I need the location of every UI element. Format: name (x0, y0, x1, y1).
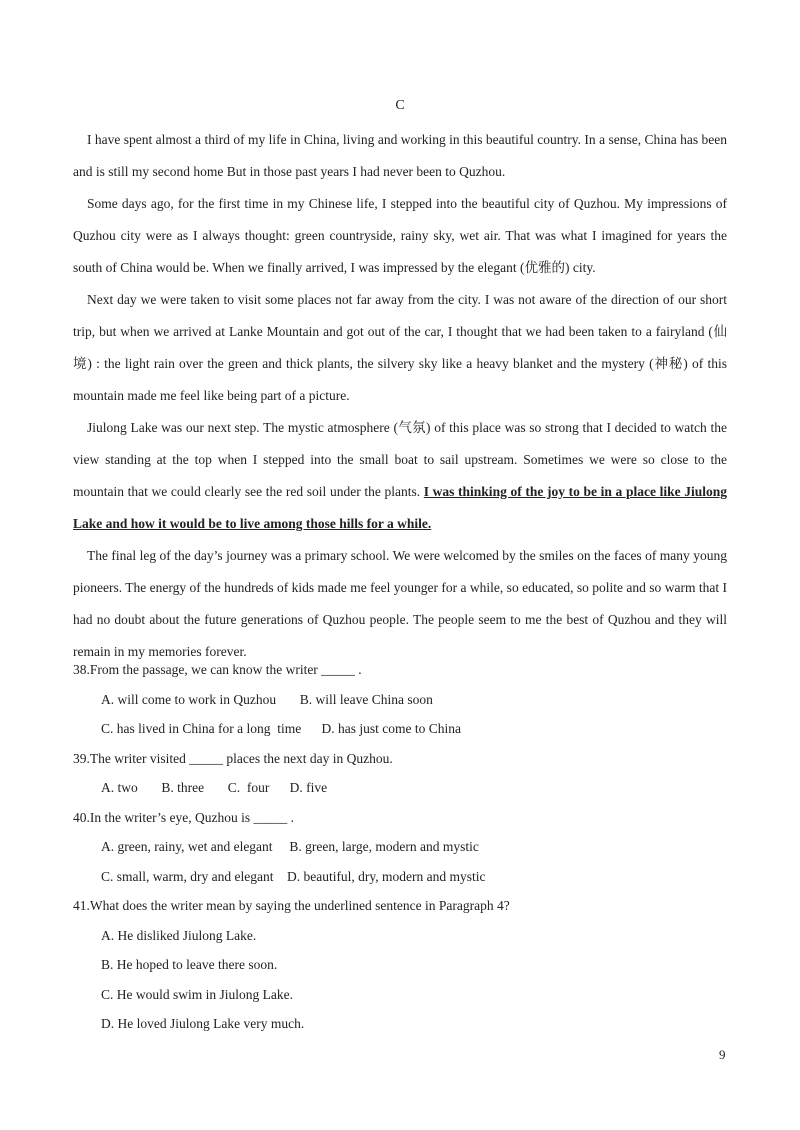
reading-passage (73, 124, 727, 668)
paragraph-4 (73, 412, 727, 540)
option-line: B. He hoped to leave there soon. (101, 957, 278, 972)
paragraph-3: Next day we were taken to visit some places not far away from the city. I was not aware of the direction of our short trip, but when we arrived at Lanke Mountain and got out of the car, I thought that we had been taken to a fairyland (仙境) : the light rain over the green and thick plants, the silvery sky like a heavy blanket and the mystery (神秘) of this mountain made me feel like being part of a picture. (73, 292, 727, 403)
question-40 (73, 803, 727, 892)
option-line: A. will come to work in Quzhou B. will leave China soon (101, 691, 433, 707)
option-line: A. two B. three C. four D. five (101, 780, 328, 795)
option-line: C. He would swim in Jiulong Lake. (101, 986, 293, 1002)
paragraph-2: Some days ago, for the first time in my Chinese life, I stepped into the beautiful city of Quzhou. My impressions of Quzhou city were as I always thought: green countryside, rainy sky, wet air. That was what I imagined for years the south of China would be. When we finally arrived, I was impressed by the elegant (优雅的) city. (73, 196, 727, 275)
question-38 (73, 655, 727, 744)
section-label: C (395, 98, 405, 113)
question-list (73, 655, 727, 1039)
paragraph-4-text: Jiulong Lake was our next step. The mystic atmosphere (气氛) of this place was so strong that I decided to watch the view standing at the top when I stepped into the small boat to sail upstream. Sometimes we were so close to the mountain that we could clearly see the red soil under the plants. (73, 420, 727, 499)
option-line: A. He disliked Jiulong Lake. (101, 927, 257, 943)
paragraph-1: I have spent almost a third of my life in China, living and working in this beautiful country. In a sense, China has been and is still my second home But in those past years I had never been to Quzhou. (73, 132, 727, 179)
question-stem: 39.The writer visited _____ places the next day in Quzhou. (73, 750, 393, 766)
question-stem: 38.From the passage, we can know the writer _____ . (73, 662, 362, 677)
question-39 (73, 744, 727, 803)
page-number: 9 (719, 1047, 726, 1062)
question-stem: 40.In the writer’s eye, Quzhou is _____ . (73, 809, 294, 825)
question-stem: 41.What does the writer mean by saying the underlined sentence in Paragraph 4? (73, 898, 510, 913)
paragraph-5: The final leg of the day’s journey was a primary school. We were welcomed by the smiles on the faces of many young pioneers. The energy of the hundreds of kids made me feel younger for a while, so educated, so polite and so warm that I had no doubt about the future generations of Quzhou people. The people seem to me the best of Quzhou and they will remain in my memories forever. (73, 548, 727, 659)
option-line: C. small, warm, dry and elegant D. beautiful, dry, modern and mystic (101, 868, 486, 884)
underlined-sentence: I was thinking of the joy to be in a place like Jiulong Lake and how it would be to live among those hills for a while. (73, 484, 727, 531)
option-line: D. He loved Jiulong Lake very much. (101, 1016, 305, 1031)
question-41 (73, 891, 727, 1039)
option-line: A. green, rainy, wet and elegant B. green, large, modern and mystic (101, 839, 479, 854)
option-line: C. has lived in China for a long time D. has just come to China (101, 721, 461, 736)
